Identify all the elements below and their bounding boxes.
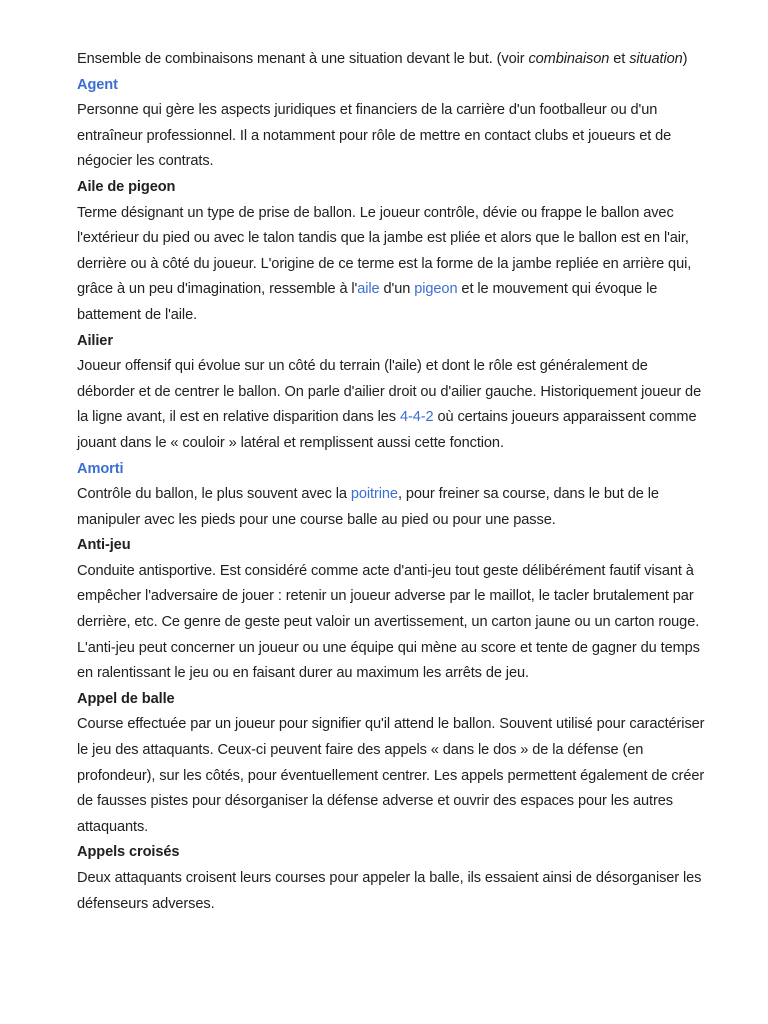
term-amorti-link[interactable]: Amorti [77, 460, 124, 477]
definition-appel-de-balle: Course effectuée par un joueur pour signifier qu'il attend le ballon. Souvent utilisé pour caractériser le jeu des attaquants. Ceux-ci peuvent faire des appels « dans le dos » de la défense (en profondeur), sur les côtés, pour éventuellement centrer. Les appels permettent également de créer de fausses pistes pour désorganiser la défense adverse et ouvrir des espaces pour les autres attaquants. [77, 716, 705, 835]
definition-amorti [77, 482, 707, 533]
term-ailier: Ailier [77, 332, 113, 349]
link-pigeon[interactable]: pigeon [414, 281, 458, 298]
term-appel-de-balle: Appel de balle [77, 690, 175, 707]
definition-aile-de-pigeon-part1: Terme désignant un type de prise de ballon. Le joueur contrôle, dévie ou frappe le ballon avec l'extérieur du pied ou avec le talon tandis que la jambe est pliée et alors que le ballon est en l'air, derrière ou à côté du joueur. L'origine de ce terme est la forme de la jambe repliée en arrière qui, grâce à un peu d'imagination, ressemble à l' [77, 204, 692, 298]
link-4-4-2[interactable]: 4-4-2 [399, 409, 434, 426]
term-aile-de-pigeon: Aile de pigeon [77, 178, 176, 195]
intro-paragraph [77, 47, 707, 73]
intro-em-combinaison: combinaison [528, 51, 610, 67]
definition-appels-croises: Deux attaquants croisent leurs courses pour appeler la balle, ils essaient ainsi de désorganiser les défenseurs adverses. [77, 870, 702, 912]
definition-ailier-part1: Joueur offensif qui évolue sur un côté du terrain (l'aile) et dont le rôle est généralement de déborder et de centrer le ballon. On parle d'ailier droit ou d'ailier gauche. Historiquement joueur de la ligne avant, il est en relative disparition dans les [77, 358, 702, 426]
term-agent-link[interactable]: Agent [77, 76, 118, 93]
intro-text-mid: et [609, 51, 630, 67]
intro-text-before: Ensemble de combinaisons menant à une situation devant le but. (voir [77, 51, 529, 67]
link-poitrine[interactable]: poitrine [350, 486, 398, 503]
intro-em-situation: situation [629, 51, 683, 67]
definition-aile-de-pigeon-part3: et le mouvement qui évoque le battement de l'aile. [77, 281, 658, 323]
definition-ailier [77, 354, 707, 456]
definition-anti-jeu: Conduite antisportive. Est considéré comme acte d'anti-jeu tout geste délibérément fautif visant à empêcher l'adversaire de jouer : retenir un joueur adverse par le maillot, le tacler brutalement par derrière, etc. Ce genre de geste peut valoir un avertissement, un carton jaune ou un carton rouge. L'anti-jeu peut concerner un joueur ou une équipe qui mène au score et tente de gagner du temps en ralentissant le jeu ou en faisant durer au maximum les arrêts de jeu. [77, 562, 700, 682]
term-anti-jeu: Anti-jeu [77, 537, 131, 554]
definition-agent: Personne qui gère les aspects juridiques et financiers de la carrière d'un footballeur ou d'un entraîneur professionnel. Il a notamment pour rôle de mettre en contact clubs et joueurs et de négocier les contrats. [77, 102, 672, 170]
definition-amorti-part2: , pour freiner sa course, dans le but de le manipuler avec les pieds pour une course balle au pied ou pour une passe. [77, 486, 659, 528]
link-aile[interactable]: aile [357, 281, 380, 298]
definition-aile-de-pigeon [77, 201, 707, 329]
glossary-content [77, 47, 707, 917]
definition-aile-de-pigeon-part2: d'un [379, 281, 415, 298]
term-appels-croises: Appels croisés [77, 844, 180, 861]
definition-ailier-part2: où certains joueurs apparaissent comme jouant dans le « couloir » latéral et remplissent aussi cette fonction. [77, 409, 697, 451]
definition-amorti-part1: Contrôle du ballon, le plus souvent avec la [77, 486, 351, 503]
intro-text-after: ) [682, 51, 688, 67]
